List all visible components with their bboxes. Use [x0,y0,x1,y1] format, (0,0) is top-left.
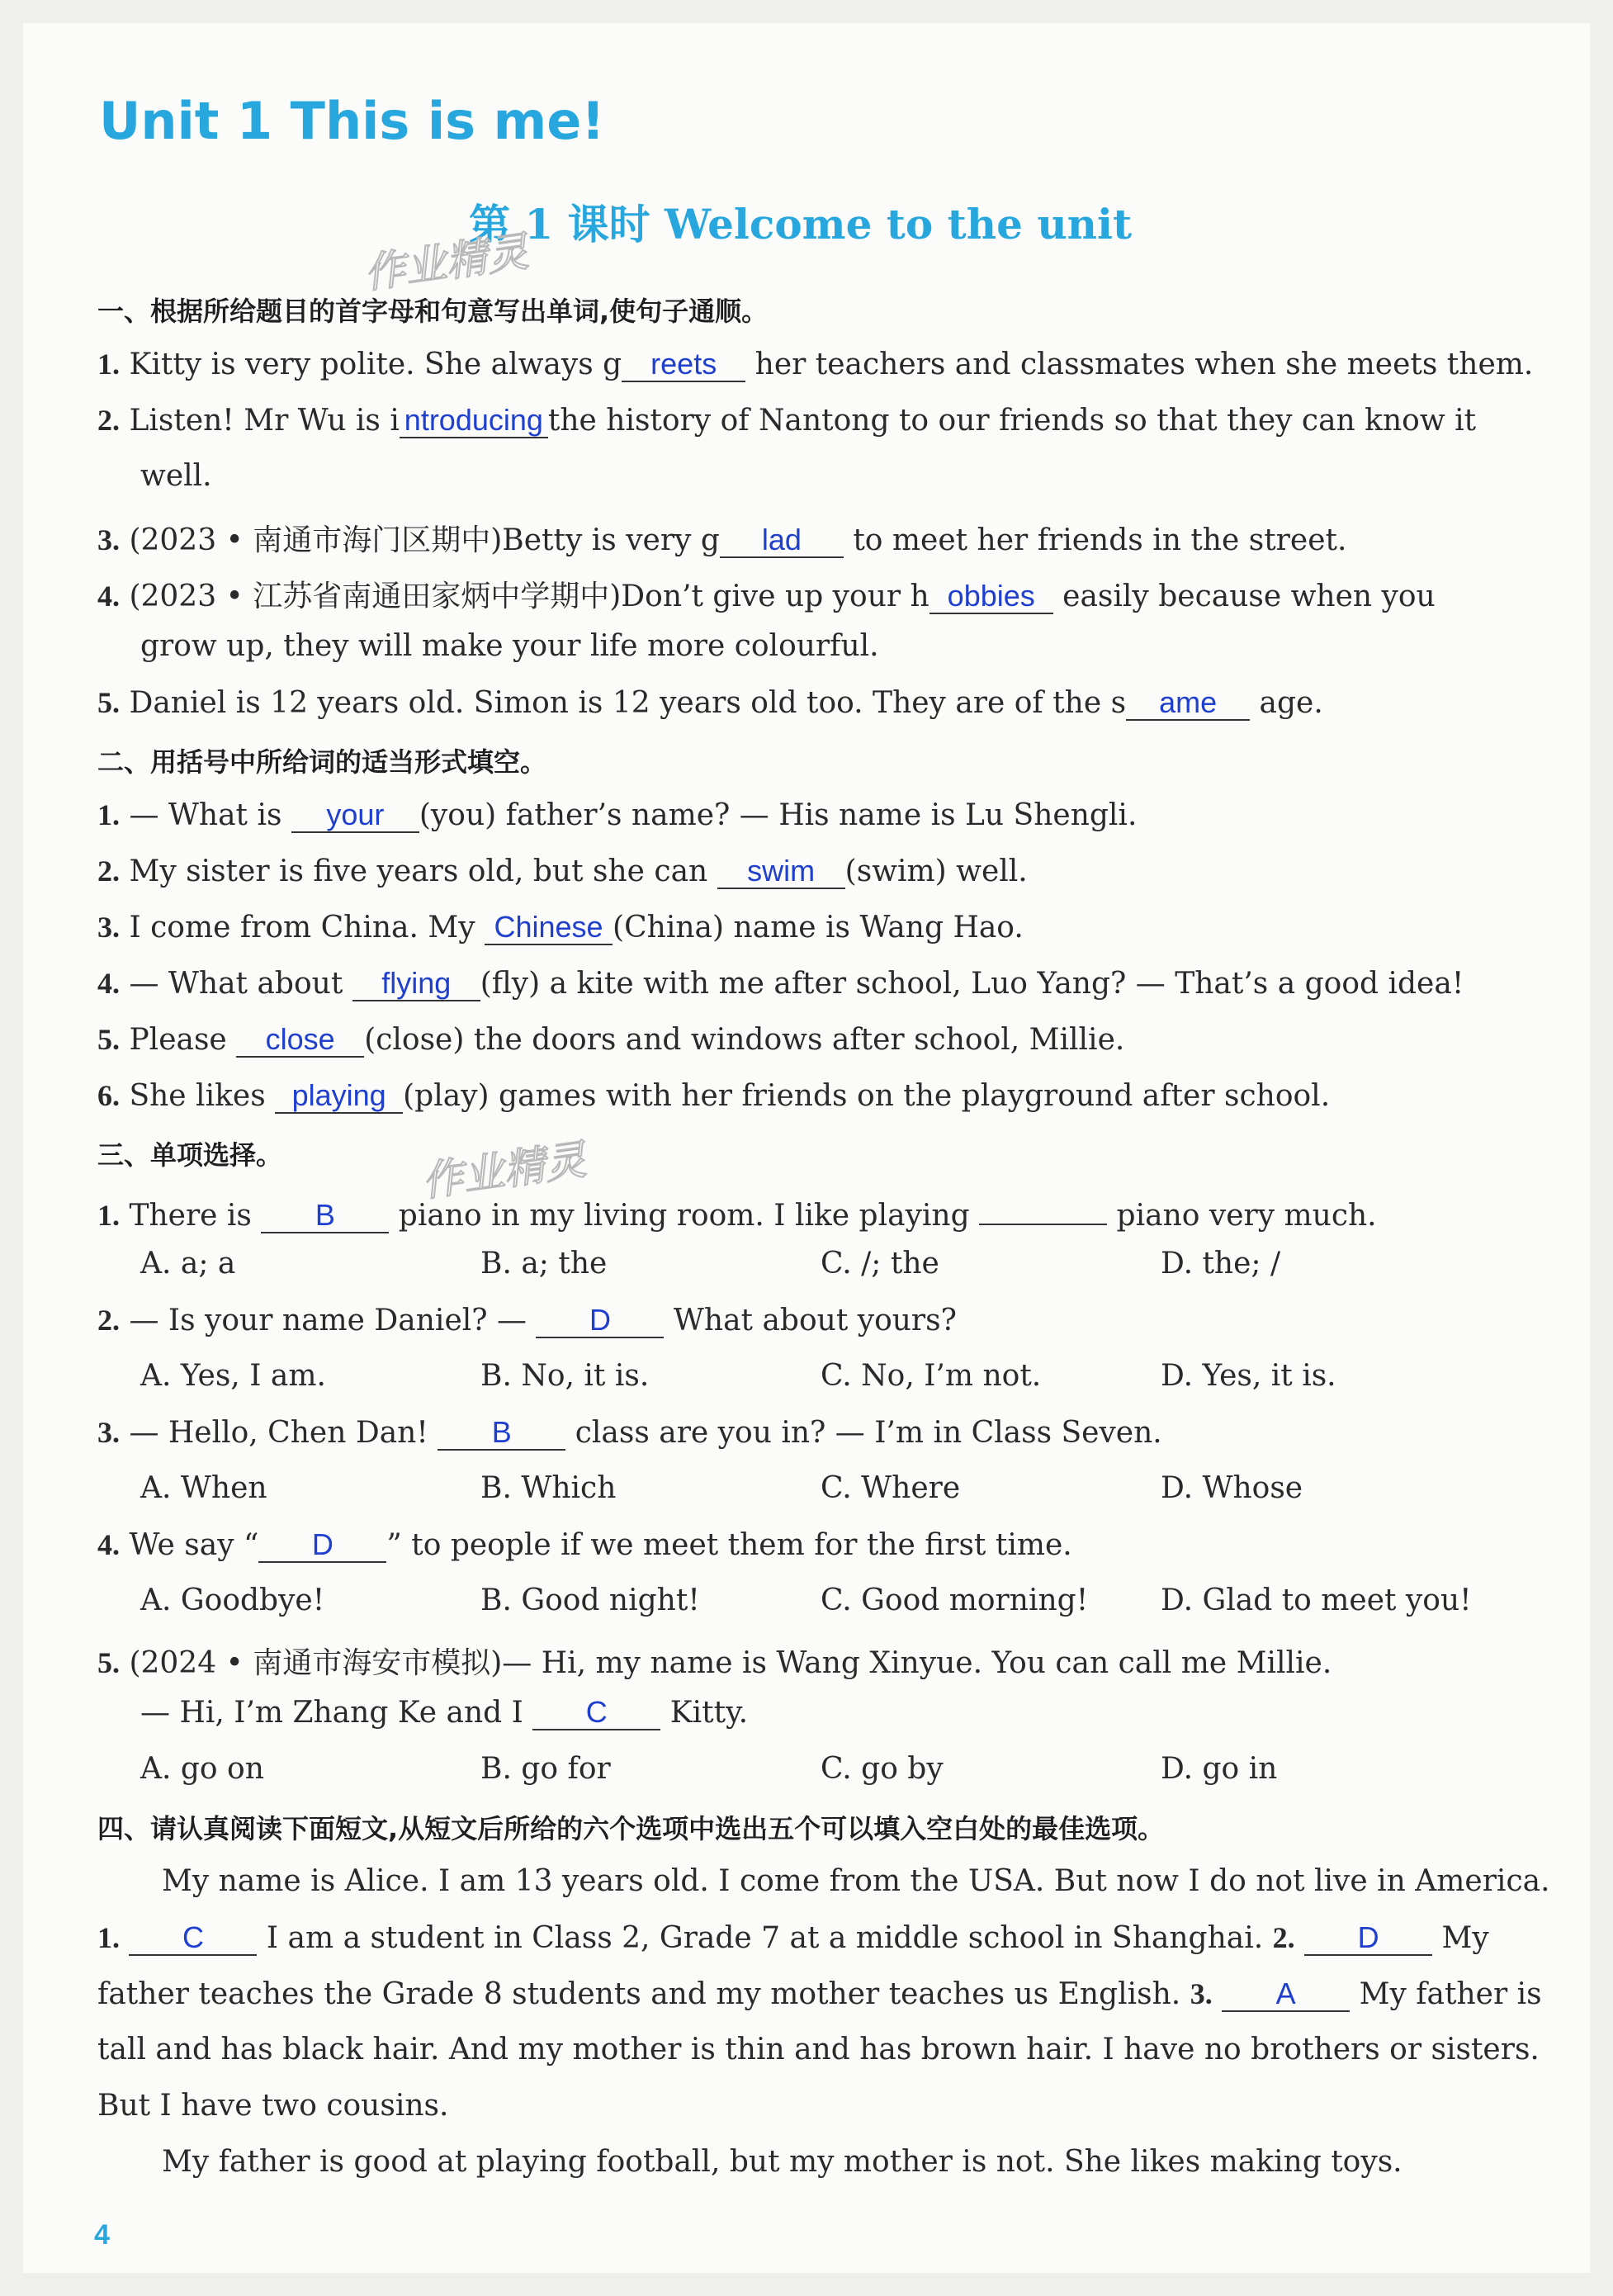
question-text: (2023 • 南通市海门区期中)Betty is very g [129,523,720,557]
question-number: 2. [97,854,120,888]
page-number: 4 [94,2219,110,2251]
question-text: ” to people if we meet them for the first time. [386,1528,1072,1562]
option-a[interactable]: A. When [140,1471,267,1505]
answer-blank[interactable]: B [438,1416,565,1451]
section-3-title: 三、单项选择。 [97,1139,283,1171]
option-d[interactable]: D. the; / [1161,1247,1281,1281]
question-number: 2. [97,404,120,437]
s2-q3 [97,910,1024,945]
question-number: 3. [1190,1977,1213,2010]
question-text: (2024 • 南通市海安市模拟)— Hi, my name is Wang Xinyue. You can call me Millie. [129,1646,1332,1680]
s1-q4-cont: grow up, they will make your life more colourful. [140,629,879,663]
question-text: — What about [129,967,352,1001]
answer-blank[interactable]: obbies [929,580,1053,614]
answer-blank[interactable]: ntroducing [400,404,548,438]
option-c[interactable]: C. Where [821,1471,961,1505]
answer-blank[interactable]: flying [352,967,480,1001]
answer-blank[interactable]: playing [275,1079,403,1114]
question-text: Kitty. [660,1696,749,1730]
lesson-title: 第 1 课时 Welcome to the unit [469,200,1133,249]
question-number: 1. [97,1199,120,1232]
passage-line [97,1920,1489,1956]
question-text: Kitty is very polite. She always g [129,348,622,381]
answer-blank[interactable]: C [129,1921,257,1956]
answer-blank[interactable]: close [236,1023,364,1058]
passage-line: tall and has black hair. And my mother is thin and has brown hair. I have no brothers or sisters. [97,2033,1540,2066]
question-text: — Is your name Daniel? — [129,1304,537,1337]
passage-text: My father is [1350,1977,1542,2011]
question-text: I come from China. My [129,911,485,944]
answer-blank[interactable]: D [536,1304,664,1338]
question-text: easily because when you [1052,580,1436,613]
question-number: 3. [97,911,120,944]
s2-q5 [97,1022,1124,1058]
question-text: to meet her friends in the street. [843,523,1347,557]
question-text: — Hello, Chen Dan! [129,1416,438,1450]
section-4-title: 四、请认真阅读下面短文,从短文后所给的六个选项中选出五个可以填入空白处的最佳选项。 [97,1813,1165,1844]
s1-q3 [97,517,1346,559]
answer-blank[interactable]: swim [717,854,845,889]
question-number: 5. [97,1646,120,1679]
question-number: 3. [97,1416,120,1449]
s1-q1 [97,347,1533,382]
s3-q4 [97,1527,1072,1563]
question-text: class are you in? — I’m in Class Seven. [565,1416,1162,1450]
question-number: 5. [97,686,120,719]
question-text: We say “ [129,1528,259,1562]
option-b[interactable]: B. a; the [480,1247,608,1281]
option-b[interactable]: B. Which [480,1471,617,1505]
answer-blank[interactable]: C [532,1696,660,1730]
answer-blank[interactable]: A [1222,1977,1350,2012]
option-d[interactable]: D. go in [1161,1752,1278,1786]
question-number: 1. [97,798,120,831]
question-text: piano in my living room. I like playing [389,1199,980,1233]
section-2-title: 二、用括号中所给词的适当形式填空。 [97,746,547,778]
question-number: 4. [97,967,120,1000]
passage-line [97,1976,1542,2012]
question-number: 1. [97,1921,120,1954]
question-text: My sister is five years old, but she can [129,854,717,888]
s2-q4 [97,966,1464,1001]
question-number: 5. [97,1023,120,1056]
question-text: (you) father’s name? — His name is Lu Shengli. [419,798,1138,832]
watermark: 作业精灵 [361,227,532,298]
option-c[interactable]: C. No, I’m not. [821,1359,1042,1393]
question-text: Daniel is 12 years old. Simon is 12 years old too. They are of the s [129,686,1127,720]
answer-blank[interactable]: B [261,1199,389,1233]
question-number: 4. [97,580,120,613]
option-a[interactable]: A. Goodbye! [140,1584,325,1617]
passage-line: My name is Alice. I am 13 years old. I come from the USA. But now I do not live in America. [162,1864,1550,1898]
question-text: the history of Nantong to our friends so that they can know it [547,404,1477,438]
question-text: There is [129,1199,262,1233]
option-d[interactable]: D. Glad to meet you! [1161,1584,1472,1617]
question-number: 3. [97,523,120,556]
question-text: her teachers and classmates when she meets them. [745,348,1534,381]
question-text: She likes [129,1079,276,1113]
s1-q2 [97,403,1476,438]
answer-blank[interactable]: your [291,798,419,833]
question-text: piano very much. [1107,1199,1377,1233]
passage-line: But I have two cousins. [97,2089,449,2123]
passage-text: father teaches the Grade 8 students and my mother teaches us English. [97,1977,1190,2011]
option-c[interactable]: C. go by [821,1752,944,1786]
question-text: (close) the doors and windows after school, Millie. [364,1023,1125,1057]
question-text: Please [129,1023,237,1057]
s3-q5-line2 [140,1696,748,1730]
s2-q2 [97,854,1028,889]
s2-q1 [97,798,1137,833]
watermark: 作业精灵 [419,1135,589,1206]
option-b[interactable]: B. Good night! [480,1584,700,1617]
question-text: (play) games with her friends on the playground after school. [403,1079,1331,1113]
answer-blank[interactable]: reets [622,348,745,382]
s1-q2-cont: well. [140,459,212,493]
question-number: 6. [97,1079,120,1112]
answer-blank[interactable]: lad [720,523,844,558]
question-text: — What is [129,798,291,832]
option-b[interactable]: B. No, it is. [480,1359,650,1393]
option-c[interactable]: C. /; the [821,1247,939,1281]
option-d[interactable]: D. Yes, it is. [1161,1359,1336,1393]
option-a[interactable]: A. Yes, I am. [140,1359,326,1393]
question-text: age. [1250,686,1323,720]
s2-q6 [97,1078,1330,1114]
question-number: 2. [1272,1921,1295,1954]
question-text: — Hi, I’m Zhang Ke and I [140,1696,533,1730]
passage-text: I am a student in Class 2, Grade 7 at a middle school in Shanghai. [257,1921,1273,1955]
s3-q5 [97,1640,1332,1682]
s1-q4 [97,573,1436,615]
question-text: Listen! Mr Wu is i [129,404,400,438]
question-text: (fly) a kite with me after school, Luo Yang? — That’s a good idea! [480,967,1464,1001]
passage-text: My [1432,1921,1489,1955]
option-c[interactable]: C. Good morning! [821,1584,1089,1617]
answer-blank-empty[interactable] [979,1191,1107,1225]
option-d[interactable]: D. Whose [1161,1471,1303,1505]
answer-blank[interactable]: ame [1126,686,1250,721]
answer-blank[interactable]: Chinese [485,911,613,945]
section-1-title: 一、根据所给题目的首字母和句意写出单词,使句子通顺。 [97,296,769,327]
answer-blank[interactable]: D [258,1528,386,1563]
question-number: 2. [97,1304,120,1337]
option-a[interactable]: A. a; a [140,1247,236,1281]
passage-line: My father is good at playing football, but my mother is not. She likes making toys. [162,2145,1403,2179]
unit-title: Unit 1 This is me! [99,91,605,151]
question-text: (China) name is Wang Hao. [613,911,1024,944]
s1-q5 [97,685,1323,721]
answer-blank[interactable]: D [1304,1921,1432,1956]
s3-q2 [97,1303,957,1338]
question-text: (2023 • 江苏省南通田家炳中学期中)Don’t give up your h [129,580,929,613]
option-a[interactable]: A. go on [140,1752,264,1786]
question-text: What about yours? [664,1304,957,1337]
s3-q1 [97,1191,1377,1233]
question-number: 1. [97,348,120,381]
question-number: 4. [97,1528,120,1561]
option-b[interactable]: B. go for [480,1752,611,1786]
s3-q3 [97,1415,1162,1451]
question-text: (swim) well. [844,854,1028,888]
